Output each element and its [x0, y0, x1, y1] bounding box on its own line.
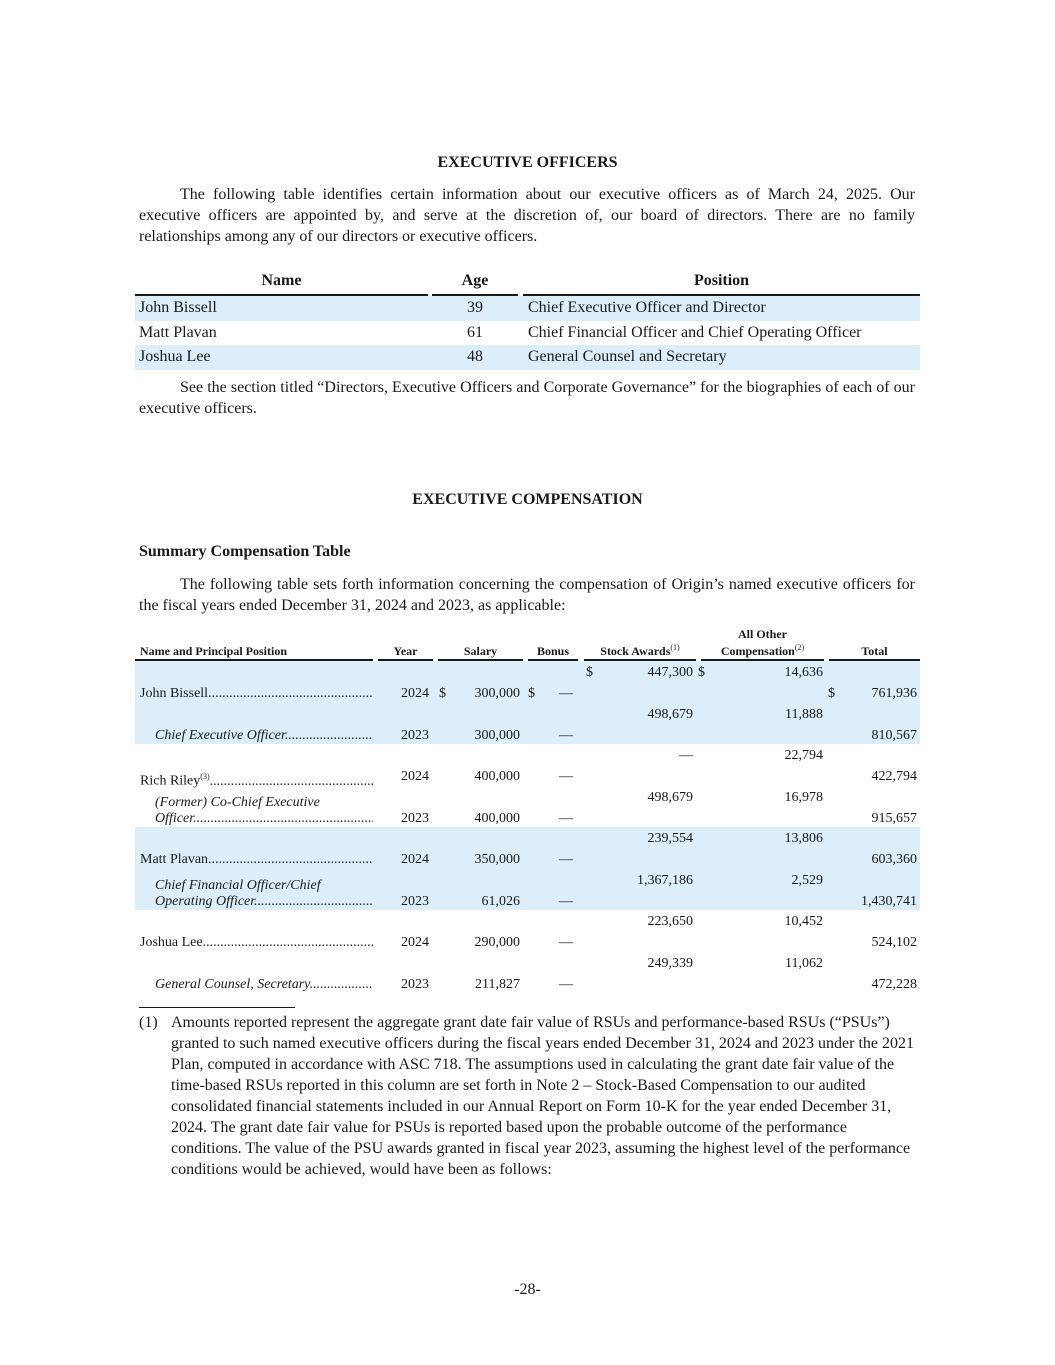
stock-awards-cell: 249,339 — [647, 956, 693, 971]
stock-awards-cell: 223,650 — [647, 914, 693, 929]
header-all-other-compensation — [701, 627, 824, 661]
stock-currency: $ — [586, 665, 593, 680]
officer-row — [135, 345, 920, 370]
stock-awards-cell: 498,679 — [647, 707, 693, 722]
header-other-line2: Compensation — [720, 644, 795, 658]
salary-cell: 61,026 — [481, 894, 520, 909]
footnote-ref-3: (3) — [200, 772, 210, 781]
total-cell: 524,102 — [871, 935, 917, 950]
stock-awards-cell: 239,554 — [647, 831, 693, 846]
executive-title-line2 — [155, 811, 373, 827]
year-cell: 2024 — [401, 686, 429, 701]
header-bonus: Bonus — [528, 644, 578, 661]
leader-dots — [193, 811, 373, 826]
other-compensation-cell: 11,062 — [785, 956, 823, 971]
subsection-title-summary-compensation: Summary Compensation Table — [139, 543, 351, 560]
salary-cell: 290,000 — [474, 935, 520, 950]
stock-awards-cell: 498,679 — [647, 790, 693, 805]
footnote-marker: (1) — [139, 1014, 158, 1031]
executive-name — [140, 935, 373, 951]
total-cell: 810,567 — [871, 728, 917, 743]
officer-row — [135, 321, 920, 346]
officer-position: Chief Financial Officer and Chief Operating Officer — [528, 323, 862, 341]
salary-cell: 300,000 — [474, 686, 520, 701]
header-position: Position — [523, 272, 920, 296]
officers-intro-text: The following table identifies certain information about our executive officers as of March 24, 2025. Our executive officers are appointed by, and serve at the discretion of, our board of directors. There are no family relationships among any of our directors or executive officers. — [139, 186, 915, 245]
total-cell: 422,794 — [871, 769, 917, 784]
officer-name: John Bissell — [139, 299, 217, 316]
header-name-position: Name and Principal Position — [135, 644, 373, 661]
officers-see-section-text: See the section titled “Directors, Executive Officers and Corporate Governance” for the biographies of each of our executive officers. — [139, 379, 915, 417]
other-compensation-cell: 22,794 — [784, 748, 823, 763]
footnote-ref-1: (1) — [670, 643, 680, 652]
leader-dots — [254, 894, 373, 909]
bonus-cell: — — [559, 769, 573, 784]
executive-title — [155, 977, 373, 993]
bonus-cell: — — [559, 728, 573, 743]
compensation-table-header — [135, 628, 920, 661]
officer-age: 39 — [467, 299, 483, 316]
other-compensation-cell: 11,888 — [785, 707, 823, 722]
summary-compensation-table — [135, 628, 920, 993]
header-year: Year — [378, 644, 433, 661]
header-age: Age — [432, 272, 518, 296]
executive-title-line1: Chief Financial Officer/Chief — [155, 878, 321, 893]
officers-table-header — [135, 270, 920, 296]
officers-see-section-paragraph — [139, 377, 915, 419]
total-cell: 1,430,741 — [861, 894, 917, 909]
total-currency: $ — [828, 686, 835, 701]
leader-dots — [203, 935, 373, 950]
stock-awards-cell: — — [679, 748, 693, 763]
officer-row — [135, 296, 920, 321]
officer-position: General Counsel and Secretary — [528, 348, 727, 365]
header-other-line1: All Other — [738, 627, 787, 641]
executive-name — [140, 769, 373, 790]
executive-title-line2 — [155, 894, 373, 910]
header-total: Total — [829, 644, 920, 661]
salary-cell: 300,000 — [474, 728, 520, 743]
year-cell: 2024 — [401, 852, 429, 867]
executive-title-text: General Counsel, Secretary — [155, 977, 310, 992]
leader-dots — [208, 686, 373, 701]
executive-name-text: John Bissell — [140, 686, 209, 701]
compensation-group — [135, 827, 920, 910]
footnote-text: Amounts reported represent the aggregate grant date fair value of RSUs and performance-based RSUs (“PSUs”) granted to such named executive officers during the fiscal years ended December 31, 2024 and 2023 under the 2021 Plan, computed in accordance with ASC 718. The assumptions used in calculating the grant date fair value of the time-based RSUs reported in this column are set forth in Note 2 – Stock-Based Compensation to our audited consolidated financial statements included in our Annual Report on Form 10-K for the year ended December 31, 2024. The grant date fair value for PSUs is reported based upon the probable outcome of the performance conditions. The value of the PSU awards granted in fiscal year 2023, assuming the highest level of the performance conditions would be achieved, would have been as follows: — [171, 1014, 915, 1178]
officer-position: Chief Executive Officer and Director — [528, 299, 766, 316]
compensation-table-body — [135, 661, 920, 993]
executive-title-text: Officer — [155, 811, 194, 826]
executive-name — [140, 686, 373, 702]
officer-name: Joshua Lee — [139, 348, 211, 365]
total-cell: 472,228 — [871, 977, 917, 992]
year-cell: 2023 — [401, 977, 429, 992]
executive-title-line1: (Former) Co-Chief Executive — [155, 795, 320, 810]
executive-name-text: Joshua Lee — [140, 935, 203, 950]
executive-title — [155, 728, 373, 744]
bonus-cell: — — [559, 686, 573, 701]
executive-title-text: Chief Executive Officer — [155, 728, 285, 743]
stock-awards-cell: 447,300 — [647, 665, 693, 680]
section-title-executive-officers: EXECUTIVE OFFICERS — [437, 154, 618, 171]
stock-awards-cell: 1,367,186 — [637, 873, 693, 888]
executive-name — [140, 852, 373, 868]
footnote-divider — [139, 1007, 295, 1008]
footnote-ref-2: (2) — [794, 643, 805, 652]
year-cell: 2023 — [401, 728, 429, 743]
bonus-cell: — — [559, 977, 573, 992]
bonus-currency: $ — [528, 686, 535, 701]
header-stock-awards — [584, 641, 696, 661]
year-cell: 2023 — [401, 811, 429, 826]
officer-age: 61 — [467, 323, 483, 341]
page-number: -28- — [514, 1281, 541, 1298]
officer-age: 48 — [467, 348, 483, 365]
executive-title-text: Operating Officer — [155, 894, 255, 909]
salary-currency: $ — [439, 686, 446, 701]
other-currency: $ — [698, 665, 705, 680]
compensation-intro-paragraph — [139, 574, 915, 616]
salary-cell: 211,827 — [475, 977, 520, 992]
compensation-group — [135, 661, 920, 744]
header-name: Name — [135, 272, 428, 296]
bonus-cell: — — [559, 852, 573, 867]
leader-dots — [208, 852, 373, 867]
officers-intro-paragraph — [139, 184, 915, 247]
other-compensation-cell: 16,978 — [784, 790, 823, 805]
salary-cell: 400,000 — [474, 769, 520, 784]
year-cell: 2024 — [401, 769, 429, 784]
total-cell: 761,936 — [871, 686, 917, 701]
officer-name: Matt Plavan — [139, 323, 217, 341]
total-cell: 915,657 — [871, 811, 917, 826]
salary-cell: 400,000 — [474, 811, 520, 826]
leader-dots — [285, 728, 373, 743]
bonus-cell: — — [559, 811, 573, 826]
other-compensation-cell: 2,529 — [791, 873, 823, 888]
executive-name-text: Rich Riley — [140, 773, 201, 789]
salary-cell: 350,000 — [474, 852, 520, 867]
compensation-intro-text: The following table sets forth information concerning the compensation of Origin’s named executive officers for the fiscal years ended December 31, 2024 and 2023, as applicable: — [139, 576, 915, 614]
other-compensation-cell: 13,806 — [784, 831, 823, 846]
compensation-group — [135, 910, 920, 993]
leader-dots — [210, 774, 373, 789]
section-title-executive-compensation: EXECUTIVE COMPENSATION — [412, 491, 643, 508]
year-cell: 2024 — [401, 935, 429, 950]
bonus-cell: — — [559, 894, 573, 909]
header-stock-awards-label: Stock Awards — [600, 644, 671, 658]
other-compensation-cell: 10,452 — [784, 914, 823, 929]
header-salary: Salary — [438, 644, 523, 661]
total-cell: 603,360 — [871, 852, 917, 867]
compensation-group — [135, 744, 920, 827]
executive-name-text: Matt Plavan — [140, 852, 209, 867]
bonus-cell: — — [559, 935, 573, 950]
other-compensation-cell: 14,636 — [784, 665, 823, 680]
year-cell: 2023 — [401, 894, 429, 909]
executive-officers-table — [135, 270, 920, 370]
leader-dots — [310, 977, 373, 992]
